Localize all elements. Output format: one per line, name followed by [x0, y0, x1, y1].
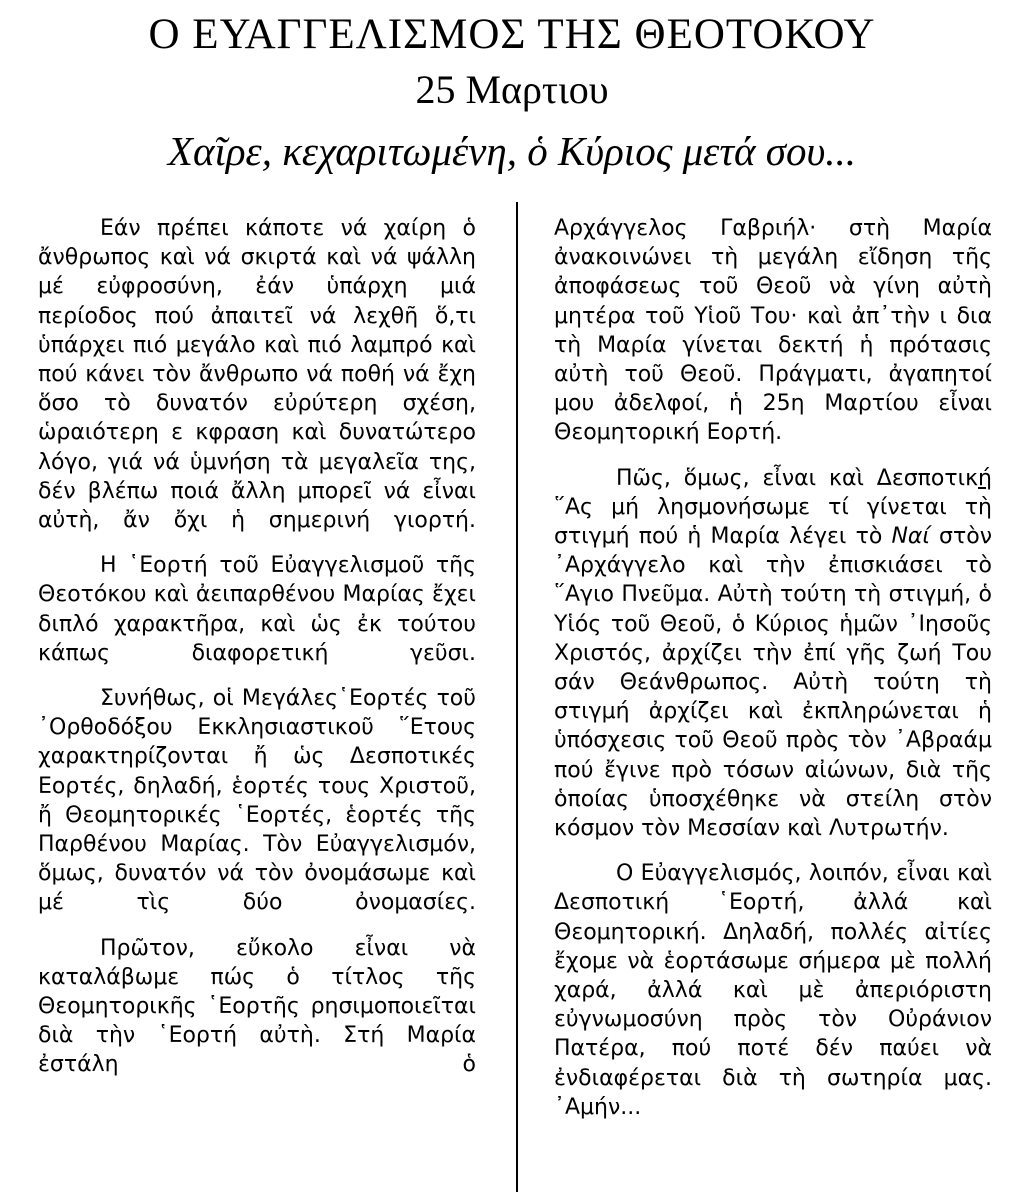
paragraph-4: Πρῶτον, εὔκολο εἶναι νὰ καταλάβωμε πώς ὁ τίτλος τῆς Θεομητορικῆς ῾Εορτῆς ρησιμοποιεῖται διὰ τὴν ῾Εορτή αὐτὴ. Στή Μαρία ἐστάλη ὁ: [38, 935, 476, 1078]
italic-word: Ναί: [891, 524, 930, 550]
column-divider: [516, 202, 518, 1192]
paragraph-6: [554, 464, 992, 844]
feast-date: 25 Μαρτιου: [415, 67, 609, 112]
paragraph-6-text-b: ῞Ας μή λησμονήσωμε τί γίνεται τὴ στιγμή πού ἡ Μαρία λέγει τὸ: [554, 494, 992, 550]
paragraph-5: Αρχάγγελος Γαβριήλ· στὴ Μαρία ἀνακοινώνει τὴ μεγάλη εἴδηση τῆς ἀποφάσεως τοῦ Θεοῦ νὰ γίνη αὐτὴ μητέρα τοῦ Υἱοῦ Του· καὶ ἀπ᾿τὴν ι δια τὴ Μαρία γίνεται δεκτή ἡ πρότασις αὐτὴ τοῦ Θεοῦ. Πράγματι, ἀγαπητοί μου ἀδελφοί, ἡ 25η Μαρτίου εἶναι Θεομητορική Εορτή.: [554, 216, 992, 446]
left-column: [38, 214, 476, 1096]
paragraph-6-text-c: στὸν ᾿Αρχάγγελο καὶ τὴν ἐπισκιάσει τὸ ῞Αγιο Πνεῦμα. Αὐτὴ τούτη τὴ στιγμή, ὁ Υἱός τοῦ Θεοῦ, ὁ Κύριος ἡμῶν ᾿Ιησοῦς Χριστός, ἀρχίζει τὴν ἐπί γῆς ζωή Του σάν Θεάνθρωπος. Αὐτὴ τούτη τὴ στιγμή ἀρχίζει καὶ ἐκπληρώνεται ἡ ὑπόσχεσις τοῦ Θεοῦ πρὸς τὸν ᾿Αβραάμ πού ἔγινε πρὸ τόσων αἰώνων, διὰ τῆς ὁποίας ὑποσχέθηκε νὰ στείλη στὸν κόσμον τὸν Μεσσίαν καὶ Λυτρωτήν.: [554, 524, 992, 842]
right-column: [554, 214, 992, 1138]
paragraph-6-text-a: Πῶς, ὅμως, εἶναι καὶ Δεσποτικ: [616, 465, 979, 491]
underlined-letter: ή: [978, 465, 992, 491]
paragraph-1: Εάν πρέπει κάποτε νά χαίρη ὁ ἄνθρωπος καὶ νά σκιρτά καὶ νά ψάλλη μέ εὐφροσύνη, ἐάν ὑπάρχη μιά περίοδος πού ἀπαιτεῖ νά λεχθῆ ὅ,τι ὑπάρχει πιό μεγάλο καὶ πιό λαμπρό καὶ πού κάνει τὸν ἄνθρωπο νά ποθή νά ἔχη ὅσο τὸ δυνατόν εὐρύτερη σχέση, ὡραιότερη ε κφραση καὶ δυνατώτερο λόγο, γιά νά ὑμνήση τὰ μεγαλεῖα της, δέν βλέπω ποιά ἄλλη μπορεῖ νά εἶναι αὐτὴ, ἄν ὄχι ἡ σημερινή γιορτή.: [38, 216, 476, 534]
paragraph-3: Συνήθως, οἱ Μεγάλες῾Εορτές τοῦ ᾿Ορθοδόξου Εκκλησιαστικοῦ ῞Ετους χαρακτηρίζονται ἤ ὡς Δεσποτικές Εορτές, δηλαδή, ἑορτές τους Χριστοῦ, ἤ Θεομητορικές ῾Εορτές, ἑορτές τῆς Παρθένου Μαρίας. Τὸν Εὐαγγελισμόν, ὅμως, δυνατόν νά τὸν ὀνομάσωμε καὶ μέ τὶς δύο ὀνομασίες.: [38, 686, 476, 916]
epigraph-quote: Χαῖρε, κεχαριτωμένη, ὁ Κύριος μετά σου...: [167, 128, 857, 174]
paragraph-7: Ο Εὐαγγελισμός, λοιπόν, εἶναι καὶ Δεσποτική ῾Εορτή, ἀλλά καὶ Θεομητορική. Δηλαδή, πολλές αἰτίες ἔχομε νὰ ἑορτάσωμε σήμερα μὲ πολλή χαρά, ἀλλά καὶ μὲ ἀπεριόριστη εὐγνωμοσύνη πρὸς τὸν Οὐράνιον Πατέρα, πού ποτέ δέν παύει νὰ ἐνδιαφέρεται διὰ τὴ σωτηρία μας. ᾿Αμήν...: [554, 861, 992, 1120]
page-title: Ο ΕΥΑΓΓΕΛΙΣΜΟΣ ΤΗΣ ΘΕΟΤΟΚΟΥ: [148, 11, 876, 58]
paragraph-2: Η ῾Εορτή τοῦ Εὐαγγελισμοῦ τῆς Θεοτόκου καὶ ἀειπαρθένου Μαρίας ἔχει διπλό χαρακτῆρα, καὶ ὡς ἐκ τούτου κάπως διαφορετική γεῦσι.: [38, 553, 476, 666]
